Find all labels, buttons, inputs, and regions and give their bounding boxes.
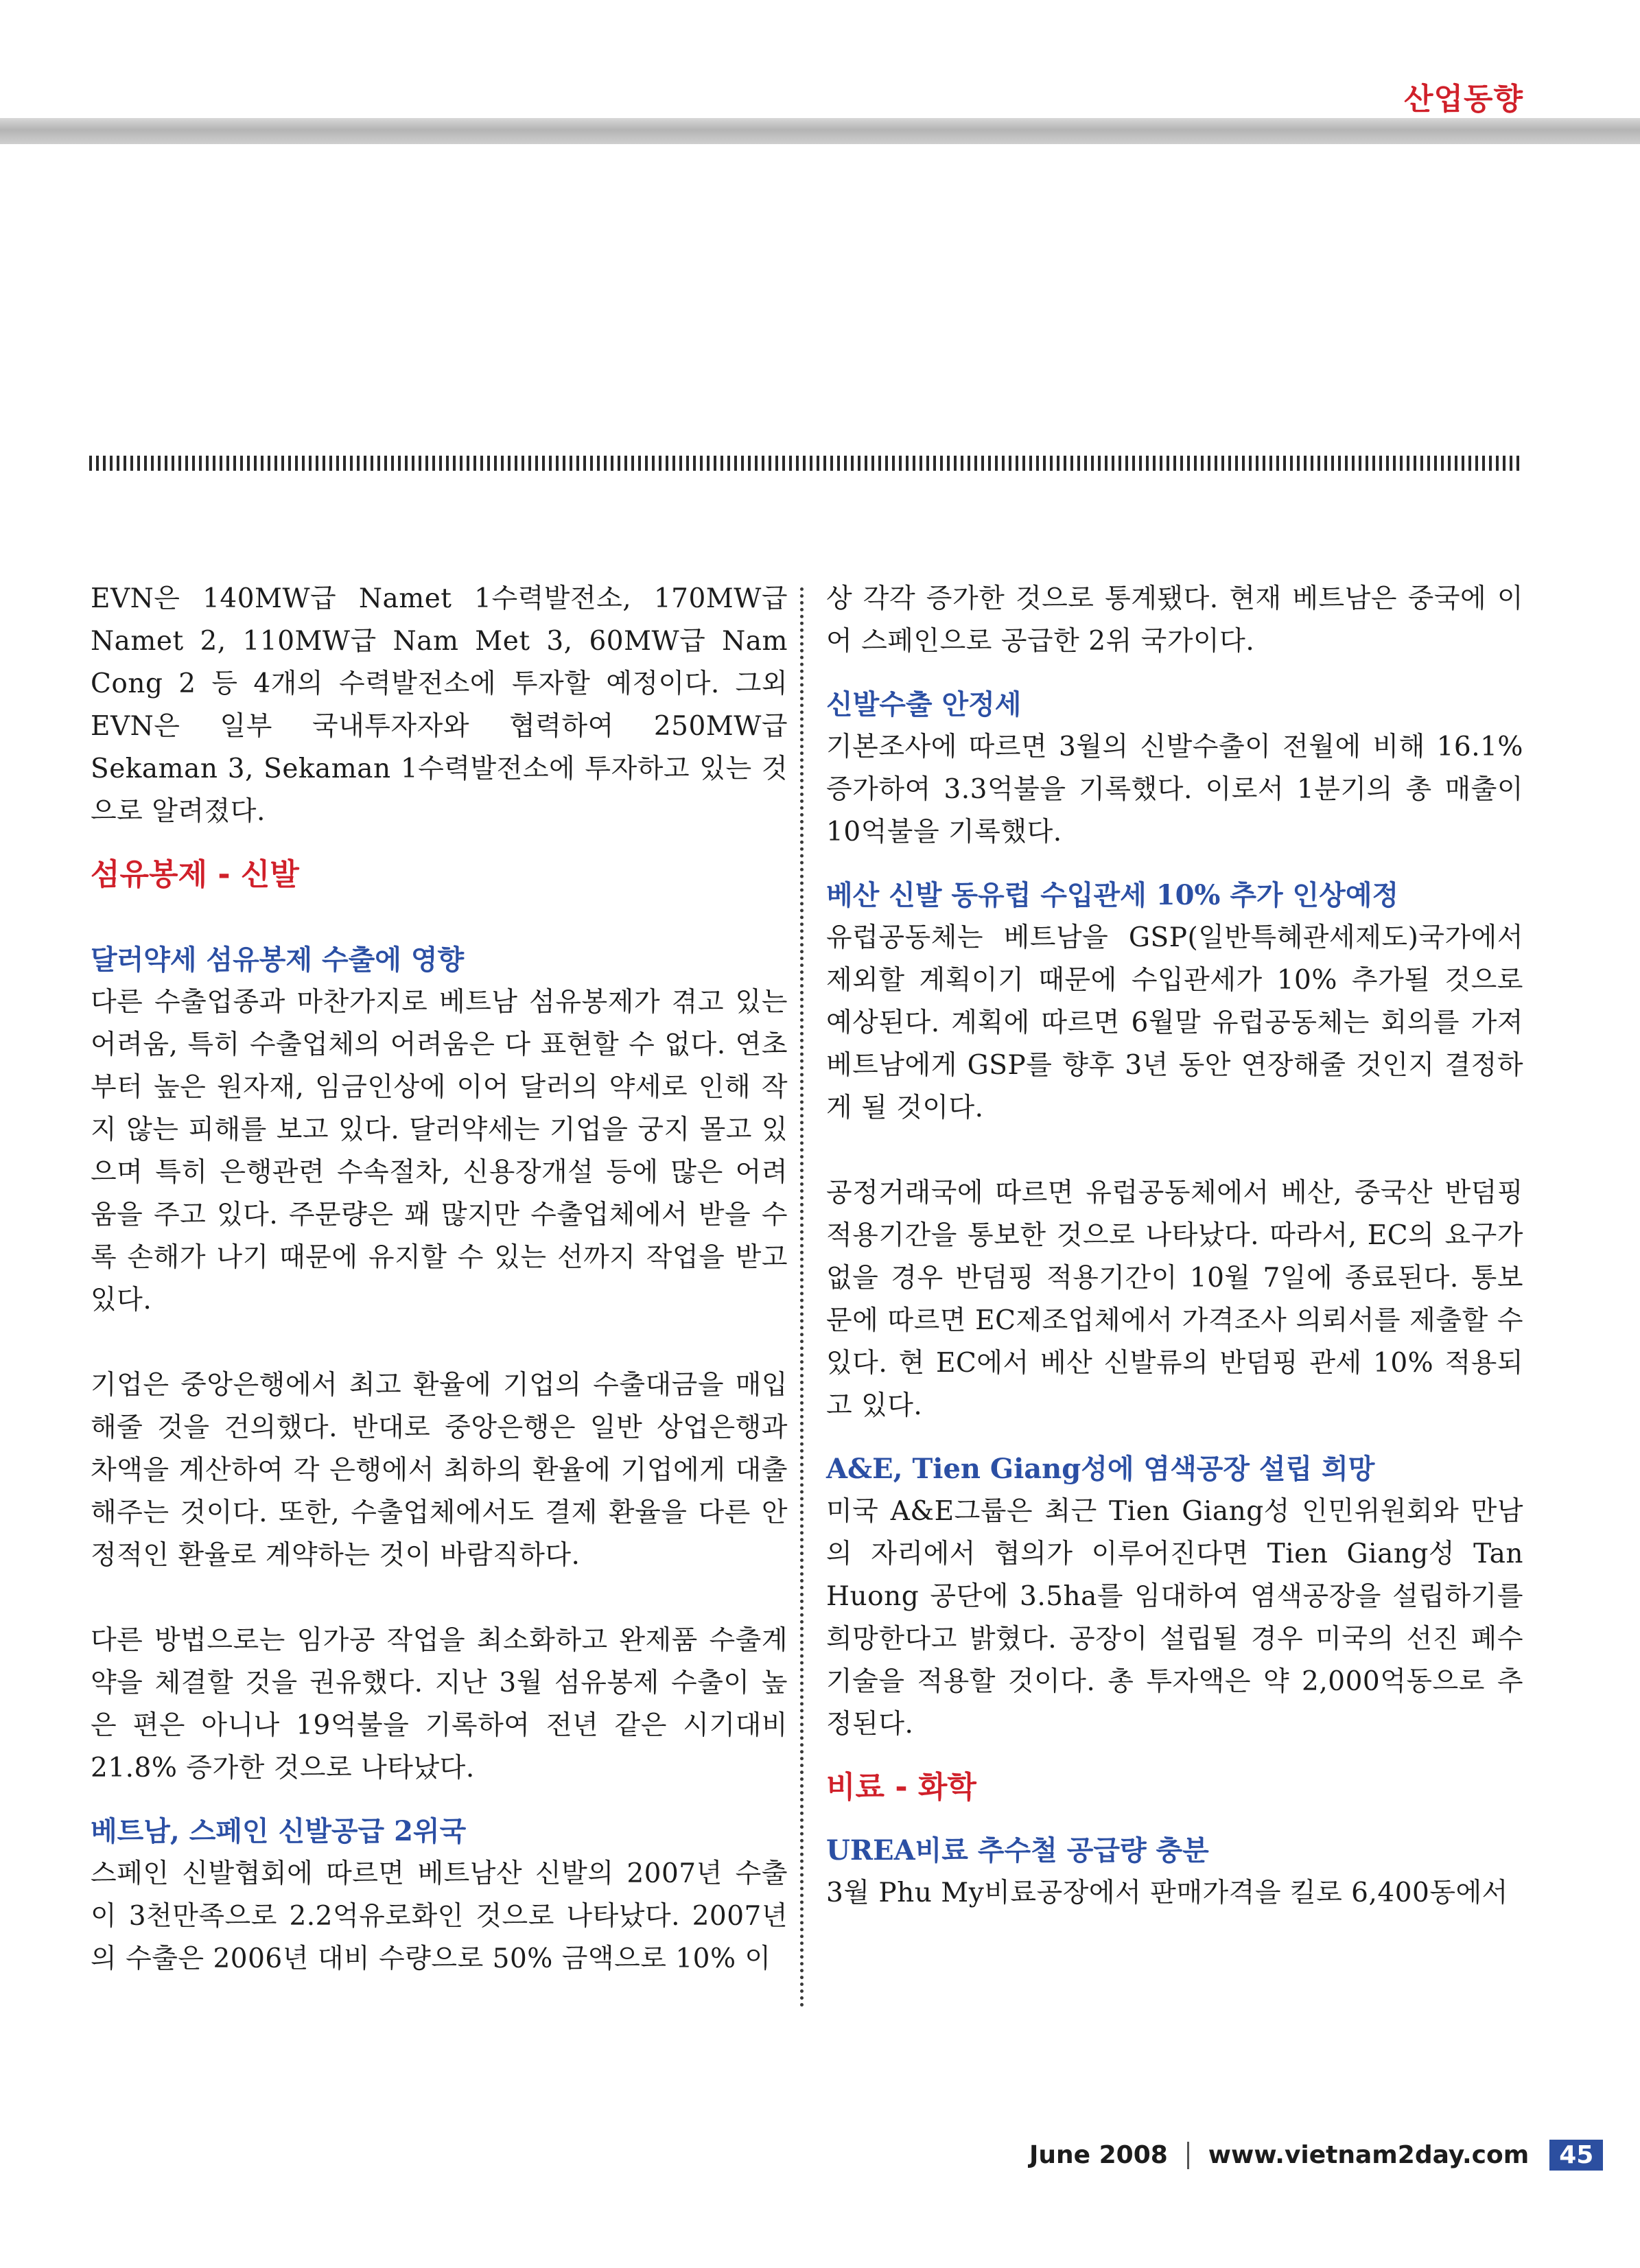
website-link[interactable]: www.vietnam2day.com bbox=[1208, 2141, 1530, 2169]
paragraph: 상 각각 증가한 것으로 통계됐다. 현재 베트남은 중국에 이어 스페인으로 공급한 2위 국가이다. bbox=[826, 583, 1523, 657]
subheading: 베산 신발 동유럽 수입관세 10% 추가 인상예정 bbox=[826, 879, 1399, 911]
paragraph: 공정거래국에 따르면 유럽공동체에서 베산, 중국산 반덤핑 적용기간을 통보한 것으로 나타났다. 따라서, EC의 요구가 없을 경우 반덤핑 적용기간이 10월 7일에 종료된다. 통보문에 따르면 EC제조업체에서 가격조사 의뢰서를 제출할 수 있다. 현 EC에서 베산 신발류의 반덤핑 관세 10% 적용되고 있다. bbox=[826, 1178, 1523, 1421]
footer-separator bbox=[1187, 2142, 1189, 2169]
paragraph: 미국 A&E그룹은 최근 Tien Giang성 인민위원회와 만남의 자리에서 협의가 이루어진다면 Tien Giang성 Tan Huong 공단에 3.5ha를 임대하여 염색공장을 설립하기를 희망한다고 밝혔다. 공장이 설립될 경우 미국의 선진 폐수기술을 적용할 것이다. 총 투자액은 약 2,000억동으로 추정된다. bbox=[826, 1496, 1523, 1740]
dashed-divider bbox=[89, 456, 1523, 471]
subheading: 신발수출 안정세 bbox=[826, 688, 1022, 721]
page-number: 45 bbox=[1549, 2140, 1603, 2171]
subheading: 달러약세 섬유봉제 수출에 영향 bbox=[91, 944, 465, 976]
paragraph: 3월 Phu My비료공장에서 판매가격을 킬로 6,400동에서 bbox=[826, 1878, 1508, 1908]
section-heading: 비료 - 화학 bbox=[826, 1770, 976, 1805]
paragraph: 기업은 중앙은행에서 최고 환율에 기업의 수출대금을 매입해줄 것을 건의했다. 반대로 중앙은행은 일반 상업은행과 차액을 계산하여 각 은행에서 최하의 환율에 기업에게 대출해주는 것이다. 또한, 수출업체에서도 결제 환율을 다른 안정적인 환율로 계약하는 것이 바람직하다. bbox=[91, 1370, 788, 1571]
header-band bbox=[0, 118, 1640, 144]
right-column bbox=[826, 578, 1523, 1915]
subheading: A&E, Tien Giang성에 염색공장 설립 희망 bbox=[826, 1453, 1375, 1485]
subheading: UREA비료 추수철 공급량 충분 bbox=[826, 1834, 1209, 1867]
subheading: 베트남, 스페인 신발공급 2위국 bbox=[91, 1815, 467, 1847]
section-title: 산업동향 bbox=[1403, 82, 1523, 117]
section-heading: 섬유봉제 - 신발 bbox=[91, 857, 299, 892]
paragraph: 다른 방법으로는 임가공 작업을 최소화하고 완제품 수출계약을 체결할 것을 권유했다. 지난 3월 섬유봉제 수출이 높은 편은 아니나 19억불을 기록하여 전년 같은 시기대비 21.8% 증가한 것으로 나타났다. bbox=[91, 1625, 788, 1784]
column-divider bbox=[800, 587, 804, 2008]
issue-date: June 2008 bbox=[1029, 2141, 1168, 2169]
page-footer bbox=[1029, 2140, 1603, 2171]
left-column bbox=[91, 578, 788, 1980]
paragraph: 스페인 신발협회에 따르면 베트남산 신발의 2007년 수출이 3천만족으로 2.2억유로화인 것으로 나타났다. 2007년의 수출은 2006년 대비 수량으로 50% 금액으로 10% 이 bbox=[91, 1858, 788, 1974]
paragraph: EVN은 140MW급 Namet 1수력발전소, 170MW급 Namet 2, 110MW급 Nam Met 3, 60MW급 Nam Cong 2 등 4개의 수력발전소에 투자할 예정이다. 그외 EVN은 일부 국내투자자와 협력하여 250MW급 Sekaman 3, Sekaman 1수력발전소에 투자하고 있는 것으로 알려졌다. bbox=[91, 583, 788, 827]
paragraph: 다른 수출업종과 마찬가지로 베트남 섬유봉제가 겪고 있는 어려움, 특히 수출업체의 어려움은 다 표현할 수 없다. 연초부터 높은 원자재, 임금인상에 이어 달러의 약세로 인해 작지 않는 피해를 보고 있다. 달러약세는 기업을 궁지 몰고 있으며 특히 은행관련 수속절차, 신용장개설 등에 많은 어려움을 주고 있다. 주문량은 꽤 많지만 수출업체에서 받을 수록 손해가 나기 때문에 유지할 수 있는 선까지 작업을 받고 있다. bbox=[91, 987, 788, 1316]
paragraph: 기본조사에 따르면 3월의 신발수출이 전월에 비해 16.1% 증가하여 3.3억불을 기록했다. 이로서 1분기의 총 매출이 10억불을 기록했다. bbox=[826, 732, 1523, 847]
paragraph: 유럽공동체는 베트남을 GSP(일반특혜관세제도)국가에서 제외할 계획이기 때문에 수입관세가 10% 추가될 것으로 예상된다. 계획에 따르면 6월말 유럽공동체는 회의를 가져 베트남에게 GSP를 향후 3년 동안 연장해줄 것인지 결정하게 될 것이다. bbox=[826, 922, 1523, 1123]
